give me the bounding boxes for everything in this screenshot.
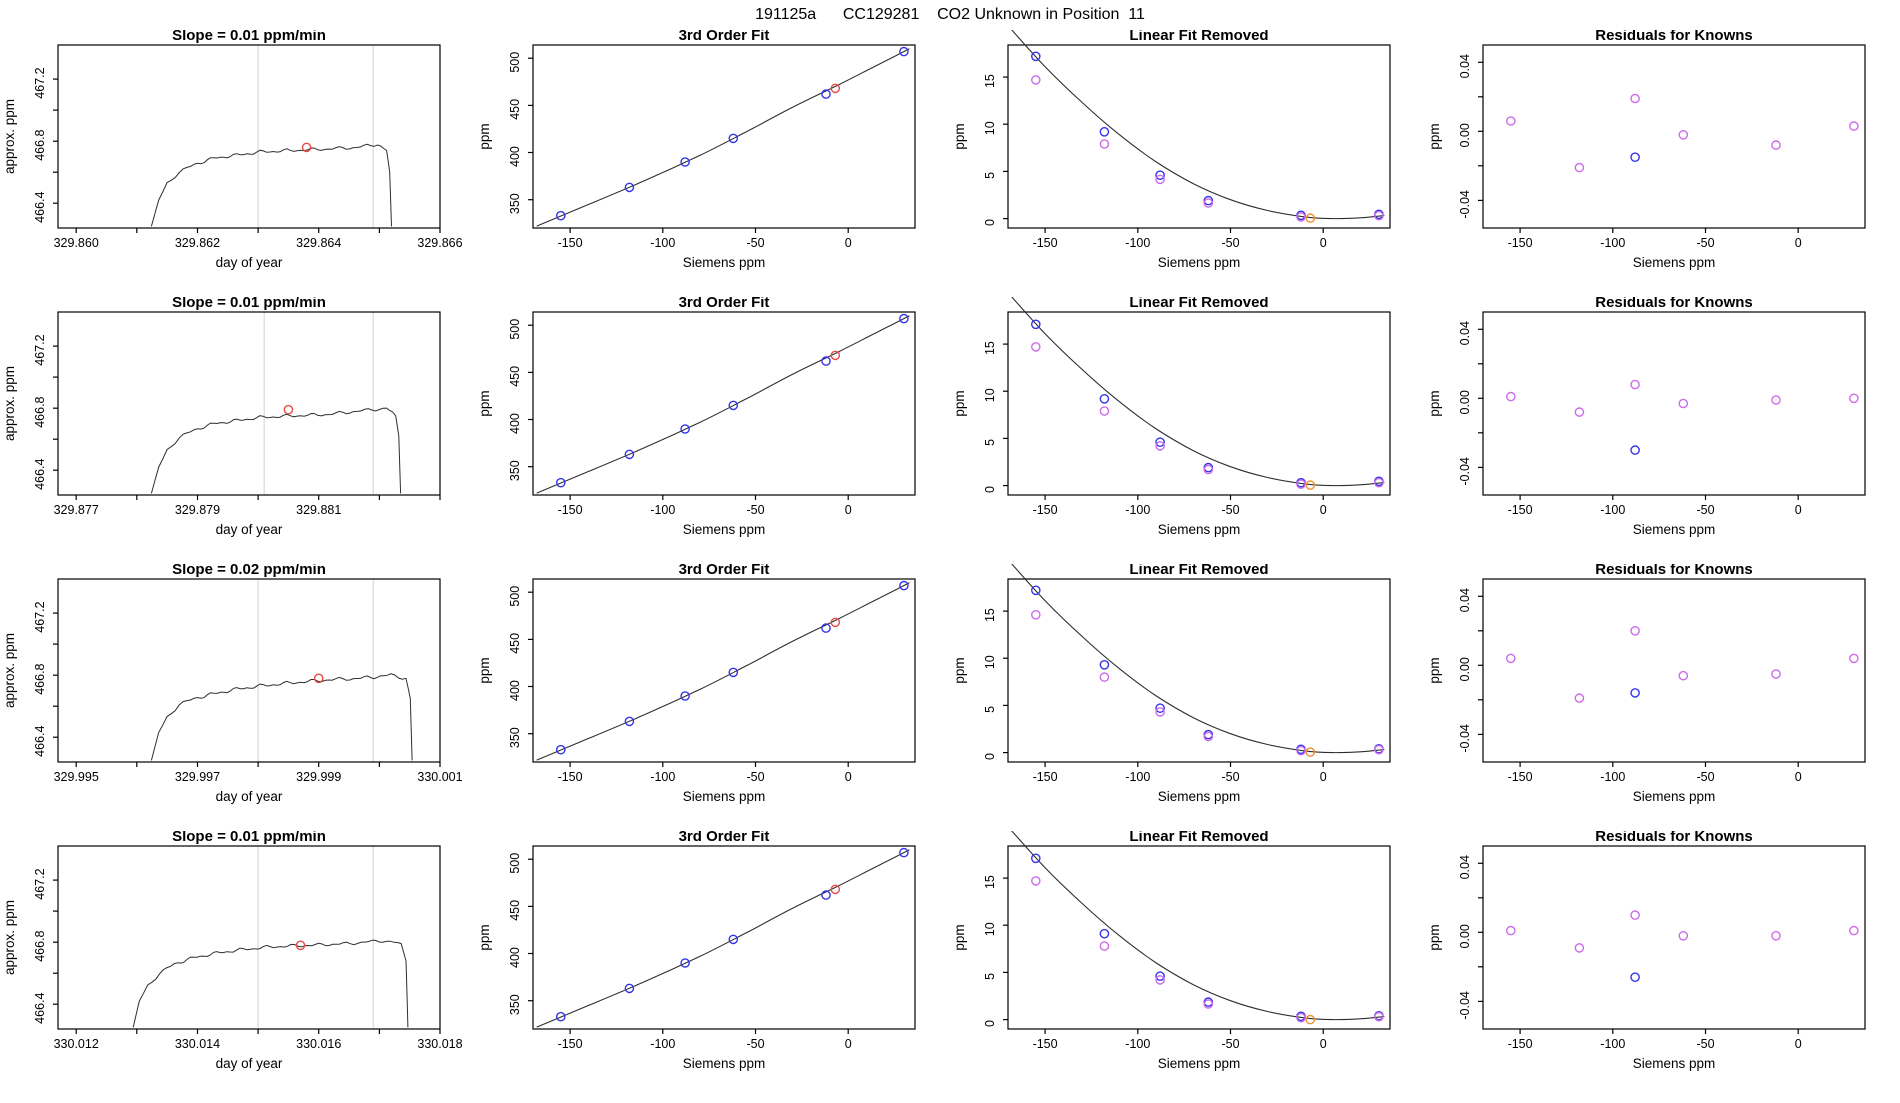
corrected-point: [1100, 395, 1108, 403]
y-tick-label: 0.00: [1458, 924, 1472, 949]
y-tick-label: 0: [983, 1020, 997, 1028]
x-axis-label: Siemens ppm: [682, 255, 766, 270]
signal-trace: [151, 144, 391, 226]
y-tick-label: 15: [983, 341, 997, 356]
plot-row-1: [0, 30, 1900, 297]
x-axis-label: Siemens ppm: [1157, 789, 1241, 804]
fit-curve: [537, 49, 910, 226]
x-tick-label: -150: [557, 236, 583, 250]
y-tick-label: 0: [983, 219, 997, 227]
y-tick-label: 450: [508, 899, 522, 921]
x-tick-label: -50: [1696, 1037, 1715, 1051]
raw-point: [1032, 611, 1040, 619]
x-tick-label: -150: [557, 503, 583, 517]
y-tick-label: 450: [508, 365, 522, 387]
plot-box: [1483, 846, 1865, 1029]
x-tick-label: 0: [844, 503, 852, 517]
plot-box: [1008, 312, 1390, 495]
y-tick-label: 350: [508, 460, 522, 482]
y-tick-label: 466.8: [33, 396, 47, 428]
fit-curve: [1012, 564, 1385, 753]
x-tick-label: 0: [1794, 1037, 1802, 1051]
y-axis-label: ppm: [477, 924, 492, 951]
y-axis-label: ppm: [1427, 390, 1442, 417]
panel-row2-3rd-order-fit: [475, 297, 950, 564]
y-tick-label: 0: [983, 753, 997, 761]
plot-box: [1483, 45, 1865, 228]
x-tick-label: 0: [844, 236, 852, 250]
y-tick-label: 10: [983, 121, 997, 136]
panel-row2-residuals: [1425, 297, 1900, 564]
panel-row3-slope-cell: [0, 564, 475, 831]
residual-magenta-point: [1772, 670, 1780, 678]
y-tick-label: 466.8: [33, 930, 47, 962]
fit-curve: [537, 850, 910, 1027]
x-axis-label: Siemens ppm: [682, 522, 766, 537]
residual-magenta-point: [1507, 927, 1515, 935]
x-tick-label: -50: [1696, 770, 1715, 784]
x-tick-label: 329.866: [417, 236, 463, 250]
panel-row2-linear-fit-removed-cell: [950, 297, 1425, 564]
x-tick-label: 0: [1794, 770, 1802, 784]
x-tick-label: -100: [650, 770, 676, 784]
x-tick-label: -150: [1507, 236, 1533, 250]
y-tick-label: 466.8: [33, 129, 47, 161]
y-tick-label: 15: [983, 608, 997, 623]
x-tick-label: -150: [1507, 503, 1533, 517]
panel-row3-linear-fit-removed-cell: [950, 564, 1425, 831]
y-axis-label: approx. ppm: [2, 365, 17, 442]
x-tick-label: 0: [1794, 236, 1802, 250]
y-axis-label: ppm: [952, 123, 967, 150]
panel-row2-residuals-cell: [1425, 297, 1900, 564]
x-tick-label: 0: [1319, 503, 1327, 517]
y-axis-label: ppm: [952, 924, 967, 951]
plot-box: [533, 45, 915, 228]
x-axis-label: Siemens ppm: [1632, 1056, 1716, 1071]
y-tick-label: 350: [508, 727, 522, 749]
y-tick-label: 500: [508, 51, 522, 73]
residual-magenta-point: [1772, 141, 1780, 149]
panel-row3-slope: [0, 564, 475, 831]
x-tick-label: -50: [1221, 236, 1240, 250]
residual-magenta-point: [1772, 932, 1780, 940]
panel-row1-linear-fit-removed: [950, 30, 1425, 297]
y-tick-label: 467.2: [33, 67, 47, 99]
panel-row2-slope-cell: [0, 297, 475, 564]
plot-box: [1008, 45, 1390, 228]
panel-row1-3rd-order-fit-cell: [475, 30, 950, 297]
x-tick-label: -50: [746, 1037, 765, 1051]
panel-row4-residuals-cell: [1425, 831, 1900, 1098]
plot-box: [533, 579, 915, 762]
y-tick-label: 5: [983, 438, 997, 446]
residual-magenta-point: [1679, 399, 1687, 407]
residual-magenta-point: [1575, 944, 1583, 952]
panel-title: Linear Fit Removed: [1129, 30, 1269, 44]
residual-magenta-point: [1575, 694, 1583, 702]
panel-row3-residuals-cell: [1425, 564, 1900, 831]
x-tick-label: 329.995: [53, 770, 99, 784]
panel-row2-3rd-order-fit-cell: [475, 297, 950, 564]
y-axis-label: ppm: [1427, 657, 1442, 684]
y-tick-label: 0: [983, 486, 997, 494]
x-tick-label: 329.862: [174, 236, 221, 250]
residual-magenta-point: [1507, 393, 1515, 401]
residual-magenta-point: [1507, 654, 1515, 662]
residual-magenta-point: [1575, 408, 1583, 416]
panel-title: Residuals for Knowns: [1595, 564, 1753, 578]
x-tick-label: -100: [650, 1037, 676, 1051]
y-tick-label: 0.00: [1458, 390, 1472, 415]
panel-row4-linear-fit-removed: [950, 831, 1425, 1098]
x-tick-label: -50: [746, 770, 765, 784]
unknown-point: [1306, 1016, 1314, 1024]
panel-row1-residuals-cell: [1425, 30, 1900, 297]
x-tick-label: -50: [1696, 236, 1715, 250]
y-tick-label: 400: [508, 146, 522, 167]
x-tick-label: 329.877: [53, 503, 99, 517]
panel-row4-slope: [0, 831, 475, 1098]
x-tick-label: 0: [1319, 1037, 1327, 1051]
y-tick-label: 400: [508, 413, 522, 434]
x-tick-label: -100: [650, 503, 676, 517]
panel-title: 3rd Order Fit: [678, 564, 770, 578]
x-tick-label: 0: [1319, 770, 1327, 784]
x-axis-label: Siemens ppm: [1632, 255, 1716, 270]
x-tick-label: -100: [1600, 770, 1626, 784]
y-axis-label: ppm: [477, 657, 492, 684]
y-axis-label: ppm: [952, 657, 967, 684]
fit-curve: [1012, 30, 1385, 219]
plot-row-2: [0, 297, 1900, 564]
x-tick-label: -100: [1125, 1037, 1151, 1051]
y-axis-label: ppm: [1427, 123, 1442, 150]
x-tick-label: -150: [1032, 236, 1058, 250]
raw-point: [1032, 343, 1040, 351]
panel-row3-linear-fit-removed: [950, 564, 1425, 831]
y-tick-label: 10: [983, 388, 997, 403]
y-tick-label: 466.8: [33, 663, 47, 695]
y-tick-label: -0.04: [1458, 190, 1472, 219]
plot-box: [58, 846, 440, 1029]
panel-row4-residuals: [1425, 831, 1900, 1098]
x-tick-label: -50: [746, 503, 765, 517]
residual-magenta-point: [1772, 396, 1780, 404]
y-tick-label: -0.04: [1458, 724, 1472, 753]
y-tick-label: 0.04: [1458, 855, 1472, 880]
x-tick-label: 329.881: [296, 503, 342, 517]
residual-blue-point: [1631, 153, 1639, 161]
panel-row3-3rd-order-fit: [475, 564, 950, 831]
x-tick-label: -100: [1125, 236, 1151, 250]
x-tick-label: -150: [1032, 770, 1058, 784]
raw-point: [1032, 877, 1040, 885]
x-tick-label: -150: [1032, 503, 1058, 517]
x-axis-label: Siemens ppm: [1157, 1056, 1241, 1071]
x-axis-label: Siemens ppm: [682, 1056, 766, 1071]
y-tick-label: 0.04: [1458, 321, 1472, 346]
y-axis-label: approx. ppm: [2, 899, 17, 976]
residual-magenta-point: [1631, 94, 1639, 102]
x-tick-label: 0: [844, 770, 852, 784]
panel-row2-slope: [0, 297, 475, 564]
y-tick-label: 466.4: [33, 191, 47, 223]
x-tick-label: -150: [1507, 770, 1533, 784]
x-tick-label: 330.018: [417, 1037, 463, 1051]
panel-row2-linear-fit-removed: [950, 297, 1425, 564]
y-tick-label: 466.4: [33, 992, 47, 1024]
x-tick-label: -50: [1221, 770, 1240, 784]
panel-row1-residuals: [1425, 30, 1900, 297]
x-tick-label: -150: [557, 1037, 583, 1051]
y-tick-label: 467.2: [33, 868, 47, 900]
plot-row-3: [0, 564, 1900, 831]
panel-row1-3rd-order-fit: [475, 30, 950, 297]
x-tick-label: 329.860: [53, 236, 99, 250]
panel-row1-linear-fit-removed-cell: [950, 30, 1425, 297]
panel-row4-linear-fit-removed-cell: [950, 831, 1425, 1098]
plot-box: [533, 312, 915, 495]
x-tick-label: -150: [1507, 1037, 1533, 1051]
panel-title: 3rd Order Fit: [678, 297, 770, 311]
residual-magenta-point: [1631, 911, 1639, 919]
panel-row3-3rd-order-fit-cell: [475, 564, 950, 831]
y-tick-label: 5: [983, 171, 997, 179]
y-tick-label: 0.04: [1458, 588, 1472, 613]
y-axis-label: ppm: [952, 390, 967, 417]
panel-title: Linear Fit Removed: [1129, 831, 1269, 845]
plot-box: [1483, 312, 1865, 495]
y-tick-label: 450: [508, 632, 522, 654]
corrected-point: [1100, 661, 1108, 669]
fit-curve: [537, 583, 910, 760]
x-tick-label: 0: [844, 1037, 852, 1051]
x-tick-label: 329.997: [174, 770, 221, 784]
page-title: 191125a CC129281 CO2 Unknown in Position 11: [755, 6, 1145, 23]
x-axis-label: day of year: [215, 789, 283, 804]
x-tick-label: 0: [1794, 503, 1802, 517]
raw-point: [1100, 140, 1108, 148]
plot-row-4: [0, 831, 1900, 1098]
raw-point: [1100, 942, 1108, 950]
fit-curve: [1012, 831, 1385, 1020]
raw-point: [1100, 673, 1108, 681]
corrected-point: [1100, 128, 1108, 136]
x-axis-label: day of year: [215, 1056, 283, 1071]
x-axis-label: Siemens ppm: [1632, 522, 1716, 537]
raw-point: [1100, 407, 1108, 415]
residual-blue-point: [1631, 446, 1639, 454]
x-axis-label: Siemens ppm: [1157, 255, 1241, 270]
panel-row4-3rd-order-fit-cell: [475, 831, 950, 1098]
panel-title: Linear Fit Removed: [1129, 564, 1269, 578]
x-axis-label: Siemens ppm: [1632, 789, 1716, 804]
x-tick-label: -100: [1600, 503, 1626, 517]
x-axis-label: day of year: [215, 522, 283, 537]
x-tick-label: 330.014: [174, 1037, 221, 1051]
y-axis-label: approx. ppm: [2, 632, 17, 709]
panel-title: Residuals for Knowns: [1595, 30, 1753, 44]
panel-row3-residuals: [1425, 564, 1900, 831]
residual-magenta-point: [1631, 380, 1639, 388]
panel-row1-slope: [0, 30, 475, 297]
residual-magenta-point: [1679, 131, 1687, 139]
residual-magenta-point: [1850, 927, 1858, 935]
plot-box: [58, 579, 440, 762]
y-tick-label: 0.04: [1458, 54, 1472, 79]
y-tick-label: 15: [983, 875, 997, 890]
x-tick-label: 330.001: [417, 770, 463, 784]
y-axis-label: ppm: [477, 390, 492, 417]
y-tick-label: 466.4: [33, 725, 47, 757]
signal-trace: [133, 940, 408, 1027]
x-axis-label: Siemens ppm: [682, 789, 766, 804]
panel-title: Slope = 0.01 ppm/min: [172, 297, 326, 311]
x-tick-label: 330.016: [296, 1037, 342, 1051]
residual-blue-point: [1631, 973, 1639, 981]
fit-curve: [537, 316, 910, 493]
x-tick-label: -50: [746, 236, 765, 250]
plot-box: [533, 846, 915, 1029]
y-tick-label: 350: [508, 994, 522, 1016]
panel-row4-3rd-order-fit: [475, 831, 950, 1098]
plot-box: [1008, 846, 1390, 1029]
y-tick-label: 500: [508, 318, 522, 340]
y-tick-label: 467.2: [33, 334, 47, 366]
residual-magenta-point: [1507, 117, 1515, 125]
plot-box: [1008, 579, 1390, 762]
panel-title: 3rd Order Fit: [678, 30, 770, 44]
panel-title: Slope = 0.01 ppm/min: [172, 30, 326, 44]
panel-title: Linear Fit Removed: [1129, 297, 1269, 311]
y-tick-label: 467.2: [33, 601, 47, 633]
x-tick-label: 0: [1319, 236, 1327, 250]
x-tick-label: -50: [1696, 503, 1715, 517]
y-tick-label: 450: [508, 98, 522, 120]
y-tick-label: 0.00: [1458, 123, 1472, 148]
y-axis-label: approx. ppm: [2, 98, 17, 175]
y-tick-label: 5: [983, 705, 997, 713]
y-tick-label: 10: [983, 655, 997, 670]
residual-magenta-point: [1850, 654, 1858, 662]
y-tick-label: 350: [508, 193, 522, 215]
plot-box: [58, 312, 440, 495]
x-tick-label: -100: [1600, 236, 1626, 250]
y-tick-label: 400: [508, 680, 522, 701]
x-tick-label: 329.999: [296, 770, 342, 784]
plot-box: [1483, 579, 1865, 762]
y-tick-label: -0.04: [1458, 991, 1472, 1020]
x-axis-label: Siemens ppm: [1157, 522, 1241, 537]
residual-magenta-point: [1631, 627, 1639, 635]
y-tick-label: 400: [508, 947, 522, 968]
fit-curve: [1012, 297, 1385, 486]
residual-magenta-point: [1679, 672, 1687, 680]
panel-title: Slope = 0.02 ppm/min: [172, 564, 326, 578]
panel-title: Residuals for Knowns: [1595, 831, 1753, 845]
selected-sample-marker: [284, 406, 292, 414]
y-tick-label: 500: [508, 852, 522, 874]
x-tick-label: 330.012: [53, 1037, 99, 1051]
x-tick-label: -100: [1125, 770, 1151, 784]
x-tick-label: -50: [1221, 503, 1240, 517]
y-axis-label: ppm: [477, 123, 492, 150]
y-tick-label: 10: [983, 922, 997, 937]
residual-magenta-point: [1850, 394, 1858, 402]
y-axis-label: ppm: [1427, 924, 1442, 951]
panel-row4-slope-cell: [0, 831, 475, 1098]
x-tick-label: -100: [1600, 1037, 1626, 1051]
x-tick-label: -50: [1221, 1037, 1240, 1051]
residual-magenta-point: [1679, 932, 1687, 940]
residual-magenta-point: [1850, 122, 1858, 130]
x-tick-label: -150: [1032, 1037, 1058, 1051]
y-tick-label: -0.04: [1458, 457, 1472, 486]
x-tick-label: 329.864: [296, 236, 342, 250]
y-tick-label: 0.00: [1458, 657, 1472, 682]
y-tick-label: 15: [983, 74, 997, 89]
plot-grid: [0, 30, 1900, 1098]
x-axis-label: day of year: [215, 255, 283, 270]
y-tick-label: 466.4: [33, 458, 47, 490]
residual-blue-point: [1631, 689, 1639, 697]
panel-title: Slope = 0.01 ppm/min: [172, 831, 326, 845]
x-tick-label: 329.879: [174, 503, 221, 517]
panel-title: 3rd Order Fit: [678, 831, 770, 845]
residual-magenta-point: [1575, 164, 1583, 172]
corrected-point: [1100, 930, 1108, 938]
panel-title: Residuals for Knowns: [1595, 297, 1753, 311]
x-tick-label: -150: [557, 770, 583, 784]
y-tick-label: 5: [983, 972, 997, 980]
panel-row1-slope-cell: [0, 30, 475, 297]
x-tick-label: -100: [1125, 503, 1151, 517]
selected-sample-marker: [296, 941, 304, 949]
plot-box: [58, 45, 440, 228]
raw-point: [1032, 76, 1040, 84]
x-tick-label: -100: [650, 236, 676, 250]
signal-trace: [151, 408, 400, 493]
y-tick-label: 500: [508, 585, 522, 607]
